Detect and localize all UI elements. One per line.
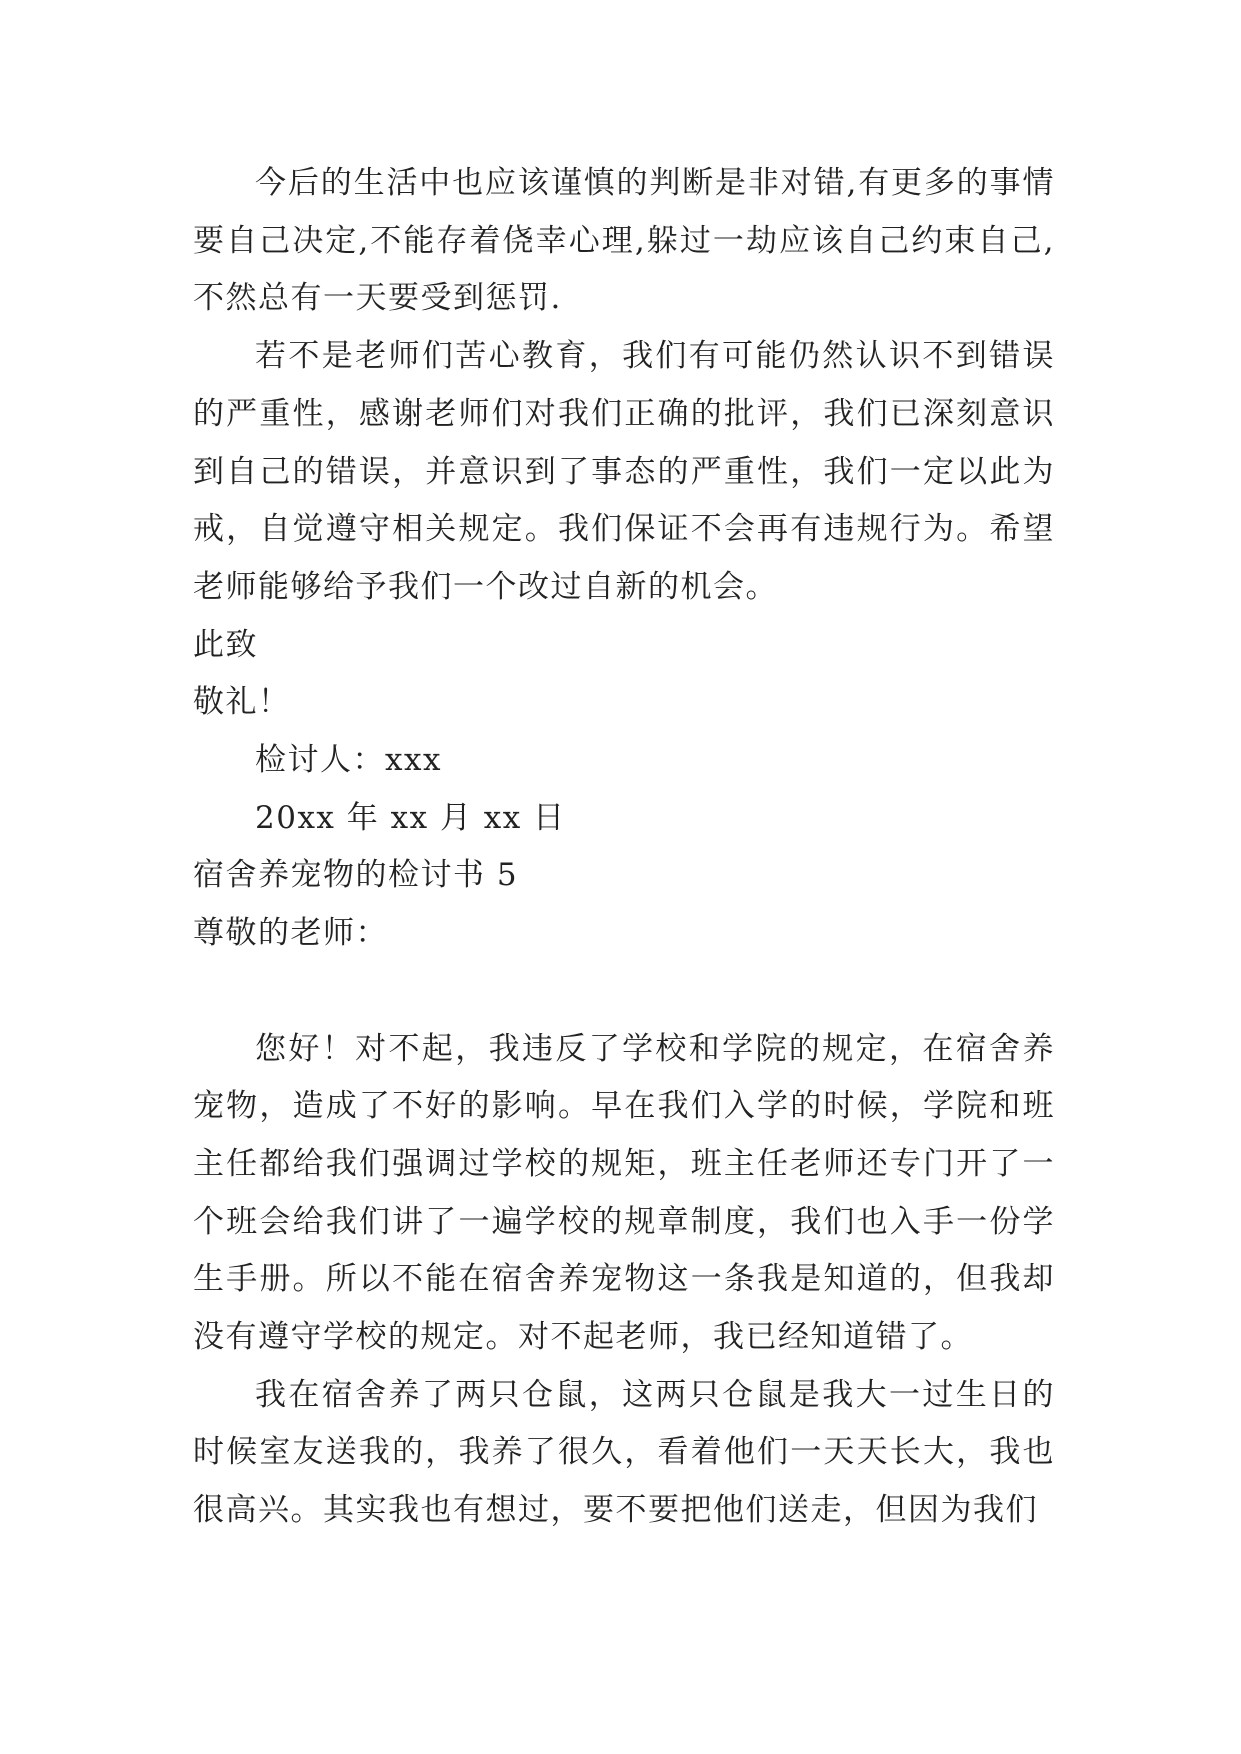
section-title: 宿舍养宠物的检讨书 5: [193, 857, 519, 894]
closing-line-1: 此致: [193, 626, 258, 663]
paragraph-2: 若不是老师们苦心教育，我们有可能仍然认识不到错误的严重性，感谢老师们对我们正确的批评，我们已深刻意识到自己的错误，并意识到了事态的严重性，我们一定以此为戒，自觉遵守相关规定。我们保证不会再有违规行为。希望老师能够给予我们一个改过自新的机会。: [193, 338, 1055, 605]
closing-line-2: 敬礼！: [193, 684, 291, 721]
document-body: [193, 155, 1055, 1540]
paragraph-1: 今后的生活中也应该谨慎的判断是非对错,有更多的事情要自己决定,不能存着侥幸心理,躲过一劫应该自己约束自己,不然总有一天要受到惩罚.: [193, 165, 1055, 317]
date-line: 20xx 年 xx 月 xx 日: [255, 799, 566, 836]
signer-line: 检讨人：xxx: [255, 742, 442, 779]
paragraph-4: 我在宿舍养了两只仓鼠，这两只仓鼠是我大一过生日的时候室友送我的，我养了很久，看着他们一天天长大，我也很高兴。其实我也有想过，要不要把他们送走，但因为我们: [193, 1376, 1055, 1529]
salutation: 尊敬的老师：: [193, 915, 388, 952]
paragraph-3: 您好！对不起，我违反了学校和学院的规定，在宿舍养宠物，造成了不好的影响。早在我们入学的时候，学院和班主任都给我们强调过学校的规矩，班主任老师还专门开了一个班会给我们讲了一遍学校的规章制度，我们也入手一份学生手册。所以不能在宿舍养宠物这一条我是知道的，但我却没有遵守学校的规定。对不起老师，我已经知道错了。: [193, 1030, 1055, 1356]
blank-line: [193, 963, 1055, 1021]
